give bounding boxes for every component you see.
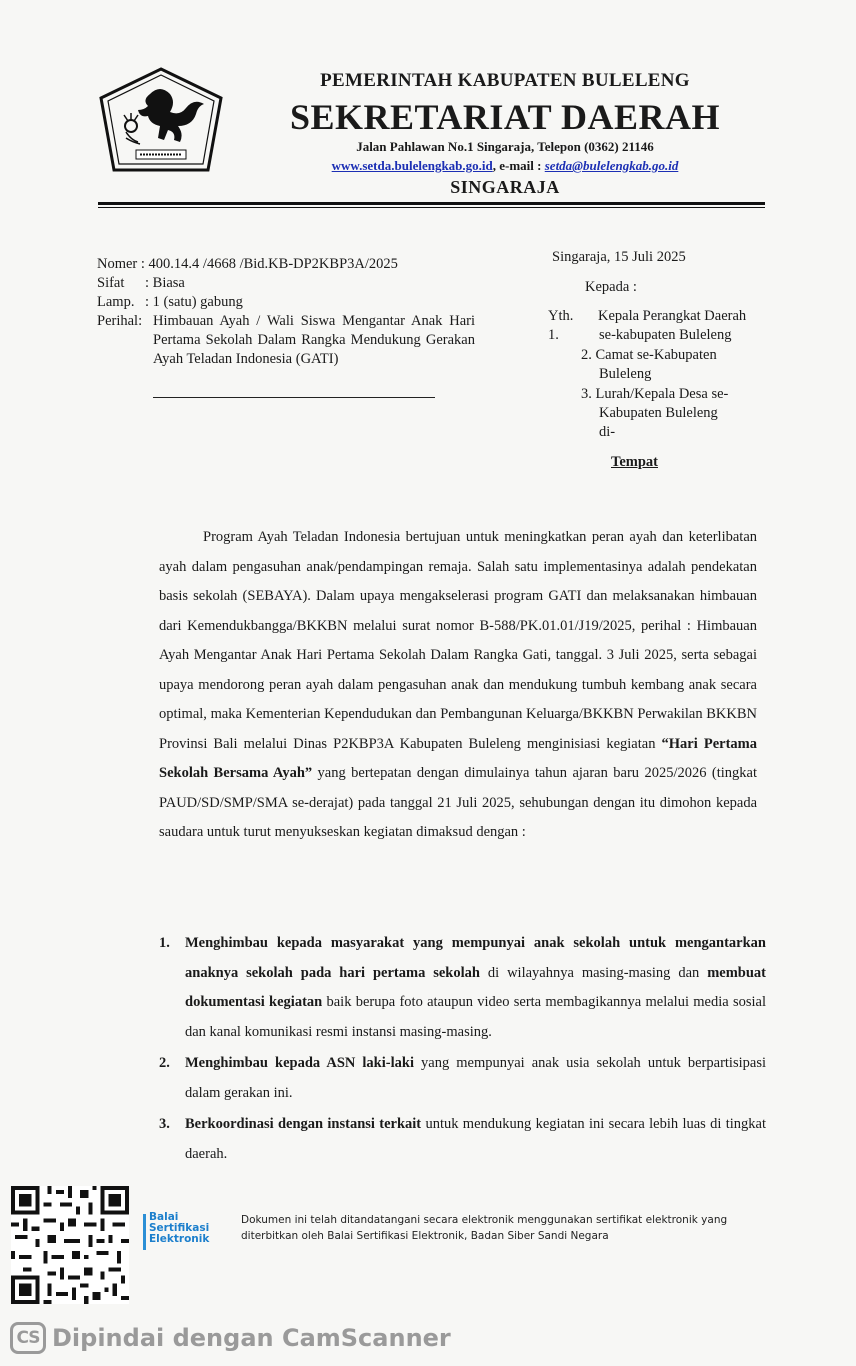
list-item-1-text-1: di wilayahnya masing-masing dan bbox=[479, 964, 708, 981]
sifat-label: Sifat bbox=[97, 275, 125, 291]
address: Jalan Pahlawan No.1 Singaraja, Telepon (0362) 21146 bbox=[356, 139, 654, 154]
website-link[interactable]: www.setda.bulelengkab.go.id bbox=[331, 158, 493, 173]
city: SINGARAJA bbox=[450, 177, 560, 197]
recipient-2-line-1: 2. Camat se-Kabupaten bbox=[581, 347, 717, 363]
body-text-1: Program Ayah Teladan Indonesia bertujuan untuk meningkatkan peran ayah dan keterlibatan ayah dalam pengasuhan anak/pendampingan remaja. Salah satu implementasinya adalah pendekatan basis sekolah (SEBAYA). Dalam upaya mengakselerasi program GATI dan melaksanakan himbauan dari Kemendukbangga/BKKBN melalui surat nomor B-588/PK.01.01/J19/2025, perihal : Himbauan Ayah Mengantar Anak Hari Pertama Sekolah Dalam Rangka Gati, tanggal. 3 Juli 2025, serta sebagai upaya mendorong peran ayah dalam pengasuhan anak dan mendukung tumbuh kembang anak secara optimal, maka Kementerian Kependudukan dan Pembangunan Keluarga/BKKBN Perwakilan BKKBN Provinsi Bali melalui Dinas P2KBP3A Kabupaten Buleleng menginisiasi kegiatan bbox=[159, 529, 757, 752]
perihal-underline bbox=[153, 397, 435, 398]
letter-meta bbox=[97, 255, 487, 369]
list-item-2-text: yang mempunyai anak usia sekolah untuk berpartisipasi dalam gerakan ini. bbox=[185, 1055, 766, 1101]
list-item-1-bold-1: Menghimbau kepada masyarakat yang mempunyai anak sekolah untuk mengantarkan anaknya sekolah pada hari pertama sekolah bbox=[185, 935, 766, 981]
list-item bbox=[159, 929, 766, 1047]
nomor-row bbox=[97, 255, 487, 274]
perihal-row bbox=[97, 312, 487, 369]
letter-date: Singaraja, 15 Juli 2025 bbox=[552, 249, 686, 265]
bsre-logo-line-1: Balai bbox=[149, 1211, 179, 1223]
list-item-3-text: untuk mendukung kegiatan ini secara lebih luas di tingkat daerah. bbox=[185, 1116, 767, 1162]
lamp-value: : 1 (satu) gabung bbox=[145, 294, 243, 310]
recipient-3-line-1: 3. Lurah/Kepala Desa se- bbox=[581, 386, 729, 402]
recipient-3-line-2: Kabupaten Buleleng bbox=[599, 405, 718, 421]
qr-code-icon bbox=[11, 1186, 129, 1304]
recipient-1-line-1: Kepala Perangkat Daerah bbox=[598, 308, 747, 324]
recipient-2-line-2: Buleleng bbox=[599, 366, 652, 382]
watermark-text: Dipindai dengan CamScanner bbox=[52, 1324, 451, 1352]
nomor-label: Nomer bbox=[97, 256, 138, 272]
list-item-1-bold-2: membuat dokumentasi kegiatan bbox=[185, 964, 766, 1010]
list-item bbox=[159, 1049, 766, 1108]
perihal-value: Himbauan Ayah / Wali Siswa Mengantar Anak Hari Pertama Sekolah Dalam Rangka Mendukung Gerakan Ayah Teladan Indonesia (GATI) bbox=[153, 313, 475, 367]
bsre-logo-line-2: Sertifikasi bbox=[149, 1222, 210, 1234]
lamp-label: Lamp. bbox=[97, 294, 135, 310]
bsre-logo-line-3: Elektronik bbox=[149, 1233, 210, 1245]
list-item-1-text-2: baik berupa foto ataupun video serta membagikannya melalui media sosial dan kanal komunikasi resmi instansi masing-masing. bbox=[185, 994, 766, 1040]
sifat-row bbox=[97, 274, 487, 293]
email-link[interactable]: setda@bulelengkab.go.id bbox=[544, 158, 679, 173]
government-name: PEMERINTAH KABUPATEN BULELENG bbox=[320, 70, 690, 91]
list-item-3-bold: Berkoordinasi dengan instansi terkait bbox=[185, 1116, 422, 1132]
letterhead-rule-thick bbox=[98, 202, 765, 205]
yth-label: Yth. 1. bbox=[548, 308, 574, 343]
camscanner-watermark bbox=[10, 1320, 451, 1356]
list-number: 1. bbox=[159, 935, 170, 951]
bsre-logo-mark-icon bbox=[143, 1214, 146, 1250]
bsre-logo bbox=[143, 1212, 225, 1256]
body-text-2: yang bertepatan dengan dimulainya tahun ajaran baru 2025/2026 (tingkat PAUD/SD/SMP/SMA se-derajat) pada tanggal 21 Juli 2025, sehubungan dengan itu dimohon kepada saudara untuk turut menyukseskan kegiatan dimaksud dengan : bbox=[159, 765, 757, 840]
coat-of-arms-icon bbox=[98, 66, 224, 176]
contact-line bbox=[250, 158, 760, 174]
di-label: di- bbox=[599, 424, 616, 440]
lamp-row bbox=[97, 293, 487, 312]
organization-name: SEKRETARIAT DAERAH bbox=[289, 97, 721, 137]
recipient-1-line-2: se-kabupaten Buleleng bbox=[599, 327, 732, 343]
perihal-label: Perihal: bbox=[97, 313, 143, 329]
kepada-label: Kepada : bbox=[585, 279, 637, 295]
body-paragraph bbox=[159, 523, 757, 848]
letterhead-rule-thin bbox=[98, 207, 765, 208]
sifat-value: : Biasa bbox=[145, 275, 185, 291]
list-number: 2. bbox=[159, 1055, 170, 1071]
camscanner-icon: CS bbox=[10, 1322, 46, 1354]
event-name: “Hari Pertama Sekolah Bersama Ayah” bbox=[159, 735, 757, 781]
email-label: , e-mail : bbox=[492, 158, 545, 173]
tempat-label: Tempat bbox=[611, 454, 658, 470]
nomor-value: : 400.14.4 /4668 /Bid.KB-DP2KBP3A/2025 bbox=[140, 256, 398, 272]
list-item bbox=[159, 1110, 766, 1169]
action-list bbox=[159, 929, 766, 1169]
list-number: 3. bbox=[159, 1116, 170, 1132]
e-signature-note: Dokumen ini telah ditandatangani secara elektronik menggunakan sertifikat elektronik yang diterbitkan oleh Balai Sertifikasi Elektronik, Badan Siber Sandi Negara bbox=[241, 1214, 728, 1242]
list-item-2-bold: Menghimbau kepada ASN laki-laki bbox=[185, 1055, 414, 1071]
